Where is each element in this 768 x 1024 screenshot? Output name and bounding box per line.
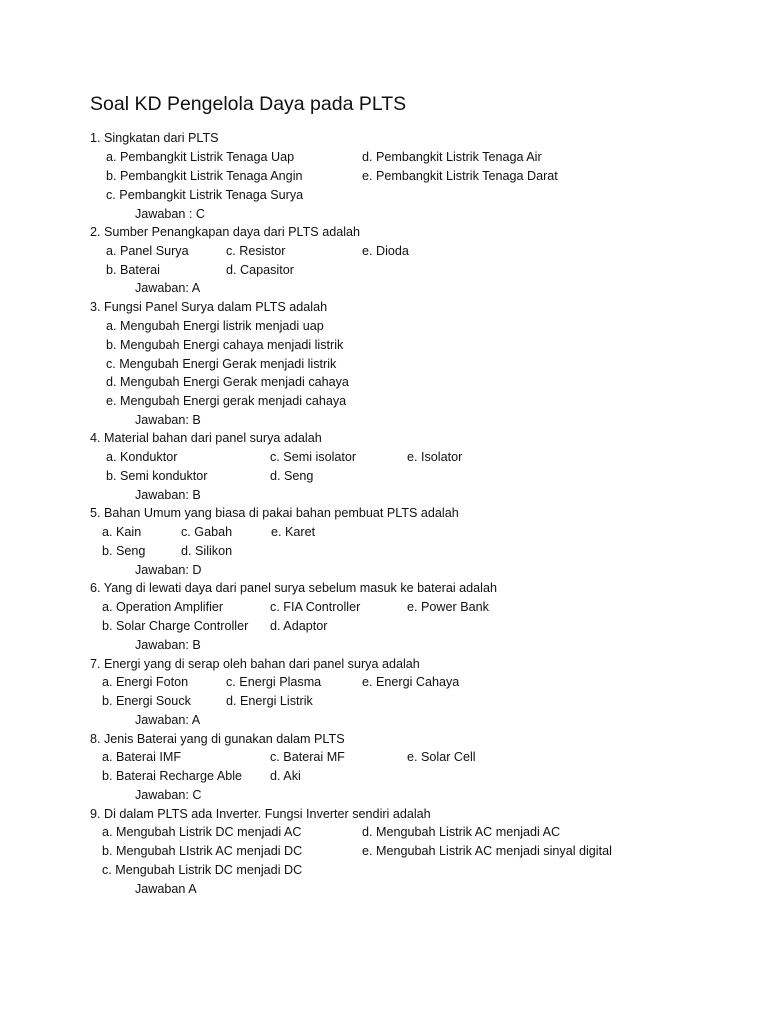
question-8-option-d: d. Aki	[270, 769, 301, 783]
question-2-option-c: c. Resistor	[226, 244, 286, 258]
question-1-option-a: a. Pembangkit Listrik Tenaga Uap	[106, 150, 295, 164]
question-9-text: 9. Di dalam PLTS ada Inverter. Fungsi Inverter sendiri adalah	[90, 807, 431, 821]
question-6-option-a: a. Operation Amplifier	[102, 600, 224, 614]
question-2-option-a: a. Panel Surya	[106, 244, 189, 258]
question-7-option-d: d. Energi Listrik	[226, 694, 313, 708]
question-5-option-e: e. Karet	[271, 525, 316, 539]
question-2-option-d: d. Capasitor	[226, 263, 294, 277]
question-6-option-e: e. Power Bank	[407, 600, 489, 614]
question-7-option-e: e. Energi Cahaya	[362, 675, 460, 689]
question-5-option-c: c. Gabah	[181, 525, 233, 539]
question-1-text: 1. Singkatan dari PLTS	[90, 131, 219, 145]
question-1-option-b: b. Pembangkit Listrik Tenaga Angin	[106, 169, 303, 183]
question-7-option-c: c. Energi Plasma	[226, 675, 322, 689]
question-2-option-b: b. Baterai	[106, 263, 160, 277]
question-1-option-e: e. Pembangkit Listrik Tenaga Darat	[362, 169, 558, 183]
question-5-option-d: d. Silikon	[181, 544, 233, 558]
question-3-option-e: e. Mengubah Energi gerak menjadi cahaya	[106, 394, 347, 408]
question-6-option-d: d. Adaptor	[270, 619, 328, 633]
question-5-text: 5. Bahan Umum yang biasa di pakai bahan pembuat PLTS adalah	[90, 506, 459, 520]
question-8-text: 8. Jenis Baterai yang di gunakan dalam PLTS	[90, 732, 345, 746]
question-2-answer: Jawaban: A	[135, 281, 201, 295]
question-4-option-d: d. Seng	[270, 469, 314, 483]
question-8-option-a: a. Baterai IMF	[102, 750, 182, 764]
question-2-text: 2. Sumber Penangkapan daya dari PLTS adalah	[90, 225, 361, 239]
question-4-answer: Jawaban: B	[135, 488, 201, 502]
question-6-answer: Jawaban: B	[135, 638, 201, 652]
question-4-option-c: c. Semi isolator	[270, 450, 357, 464]
question-1-option-c: c. Pembangkit Listrik Tenaga Surya	[106, 188, 304, 202]
question-3-option-b: b. Mengubah Energi cahaya menjadi listrik	[106, 338, 344, 352]
question-8-option-e: e. Solar Cell	[407, 750, 476, 764]
page-title: Soal KD Pengelola Daya pada PLTS	[90, 93, 407, 115]
question-5-option-b: b. Seng	[102, 544, 146, 558]
question-1-option-d: d. Pembangkit Listrik Tenaga Air	[362, 150, 542, 164]
question-4-option-a: a. Konduktor	[106, 450, 178, 464]
question-9-option-e: e. Mengubah Listrik AC menjadi sinyal digital	[362, 844, 612, 858]
question-4-text: 4. Material bahan dari panel surya adalah	[90, 431, 322, 445]
question-9-option-d: d. Mengubah Listrik AC menjadi AC	[362, 825, 561, 839]
question-3-option-a: a. Mengubah Energi listrik menjadi uap	[106, 319, 324, 333]
question-9-option-a: a. Mengubah Listrik DC menjadi AC	[102, 825, 302, 839]
question-8-option-b: b. Baterai Recharge Able	[102, 769, 243, 783]
question-3-text: 3. Fungsi Panel Surya dalam PLTS adalah	[90, 300, 328, 314]
question-6-text: 6. Yang di lewati daya dari panel surya sebelum masuk ke baterai adalah	[90, 581, 497, 595]
question-4-option-e: e. Isolator	[407, 450, 463, 464]
question-9-answer: Jawaban A	[135, 882, 197, 896]
question-6-option-c: c. FIA Controller	[270, 600, 361, 614]
question-5-answer: Jawaban: D	[135, 563, 202, 577]
question-7-option-a: a. Energi Foton	[102, 675, 189, 689]
question-3-option-c: c. Mengubah Energi Gerak menjadi listrik	[106, 357, 337, 371]
question-8-answer: Jawaban: C	[135, 788, 202, 802]
question-7-option-b: b. Energi Souck	[102, 694, 191, 708]
question-7-text: 7. Energi yang di serap oleh bahan dari panel surya adalah	[90, 657, 420, 671]
question-8-option-c: c. Baterai MF	[270, 750, 345, 764]
question-6-option-b: b. Solar Charge Controller	[102, 619, 249, 633]
question-7-answer: Jawaban: A	[135, 713, 201, 727]
question-3-option-d: d. Mengubah Energi Gerak menjadi cahaya	[106, 375, 349, 389]
question-3-answer: Jawaban: B	[135, 413, 201, 427]
question-5-option-a: a. Kain	[102, 525, 142, 539]
question-9-option-b: b. Mengubah LIstrik AC menjadi DC	[102, 844, 303, 858]
question-9-option-c: c. Mengubah Listrik DC menjadi DC	[102, 863, 303, 877]
question-2-option-e: e. Dioda	[362, 244, 409, 258]
question-4-option-b: b. Semi konduktor	[106, 469, 208, 483]
question-1-answer: Jawaban : C	[135, 207, 206, 221]
